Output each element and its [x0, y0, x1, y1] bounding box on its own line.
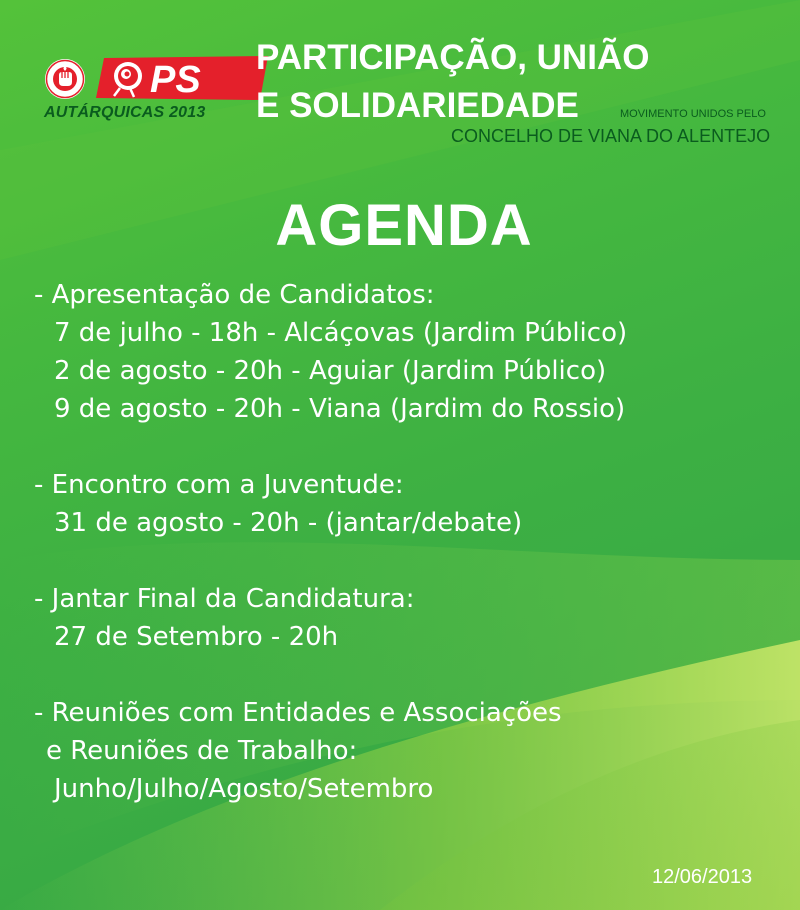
fist-rose-icon	[44, 58, 86, 100]
date-label: 12/06/2013	[652, 866, 753, 888]
ps-logo	[44, 56, 224, 126]
movement-large-label: CONCELHO DE VIANA DO ALENTEJO	[451, 126, 771, 146]
section-title: - Apresentação de Candidatos:	[34, 280, 435, 310]
list-item: 9 de agosto - 20h - Viana (Jardim do Rossio)	[54, 394, 626, 424]
title-line-1: PARTICIPAÇÃO, UNIÃO	[256, 38, 650, 77]
agenda-list	[34, 276, 774, 808]
title-line-2: E SOLIDARIEDADE	[256, 86, 579, 125]
page-title	[256, 34, 649, 130]
list-item: 27 de Setembro - 20h	[54, 622, 339, 652]
movement-small-label: MOVIMENTO UNIDOS PELO	[620, 108, 766, 120]
agenda-heading: AGENDA	[275, 193, 533, 258]
list-item: 31 de agosto - 20h - (jantar/debate)	[54, 508, 523, 538]
list-item: Junho/Julho/Agosto/Setembro	[54, 774, 434, 804]
section-title: - Reuniões com Entidades e Associações	[34, 698, 562, 728]
section-title: - Encontro com a Juventude:	[34, 470, 404, 500]
ps-text: PS	[150, 59, 201, 100]
autarquicas-label: AUTÁRQUICAS 2013	[44, 104, 206, 121]
section-title: - Jantar Final da Candidatura:	[34, 584, 415, 614]
section-subtitle: e Reuniões de Trabalho:	[46, 736, 358, 766]
list-item: 7 de julho - 18h - Alcáçovas (Jardim Público)	[54, 318, 628, 348]
ps-wordmark	[96, 56, 268, 100]
list-item: 2 de agosto - 20h - Aguiar (Jardim Público)	[54, 356, 607, 386]
